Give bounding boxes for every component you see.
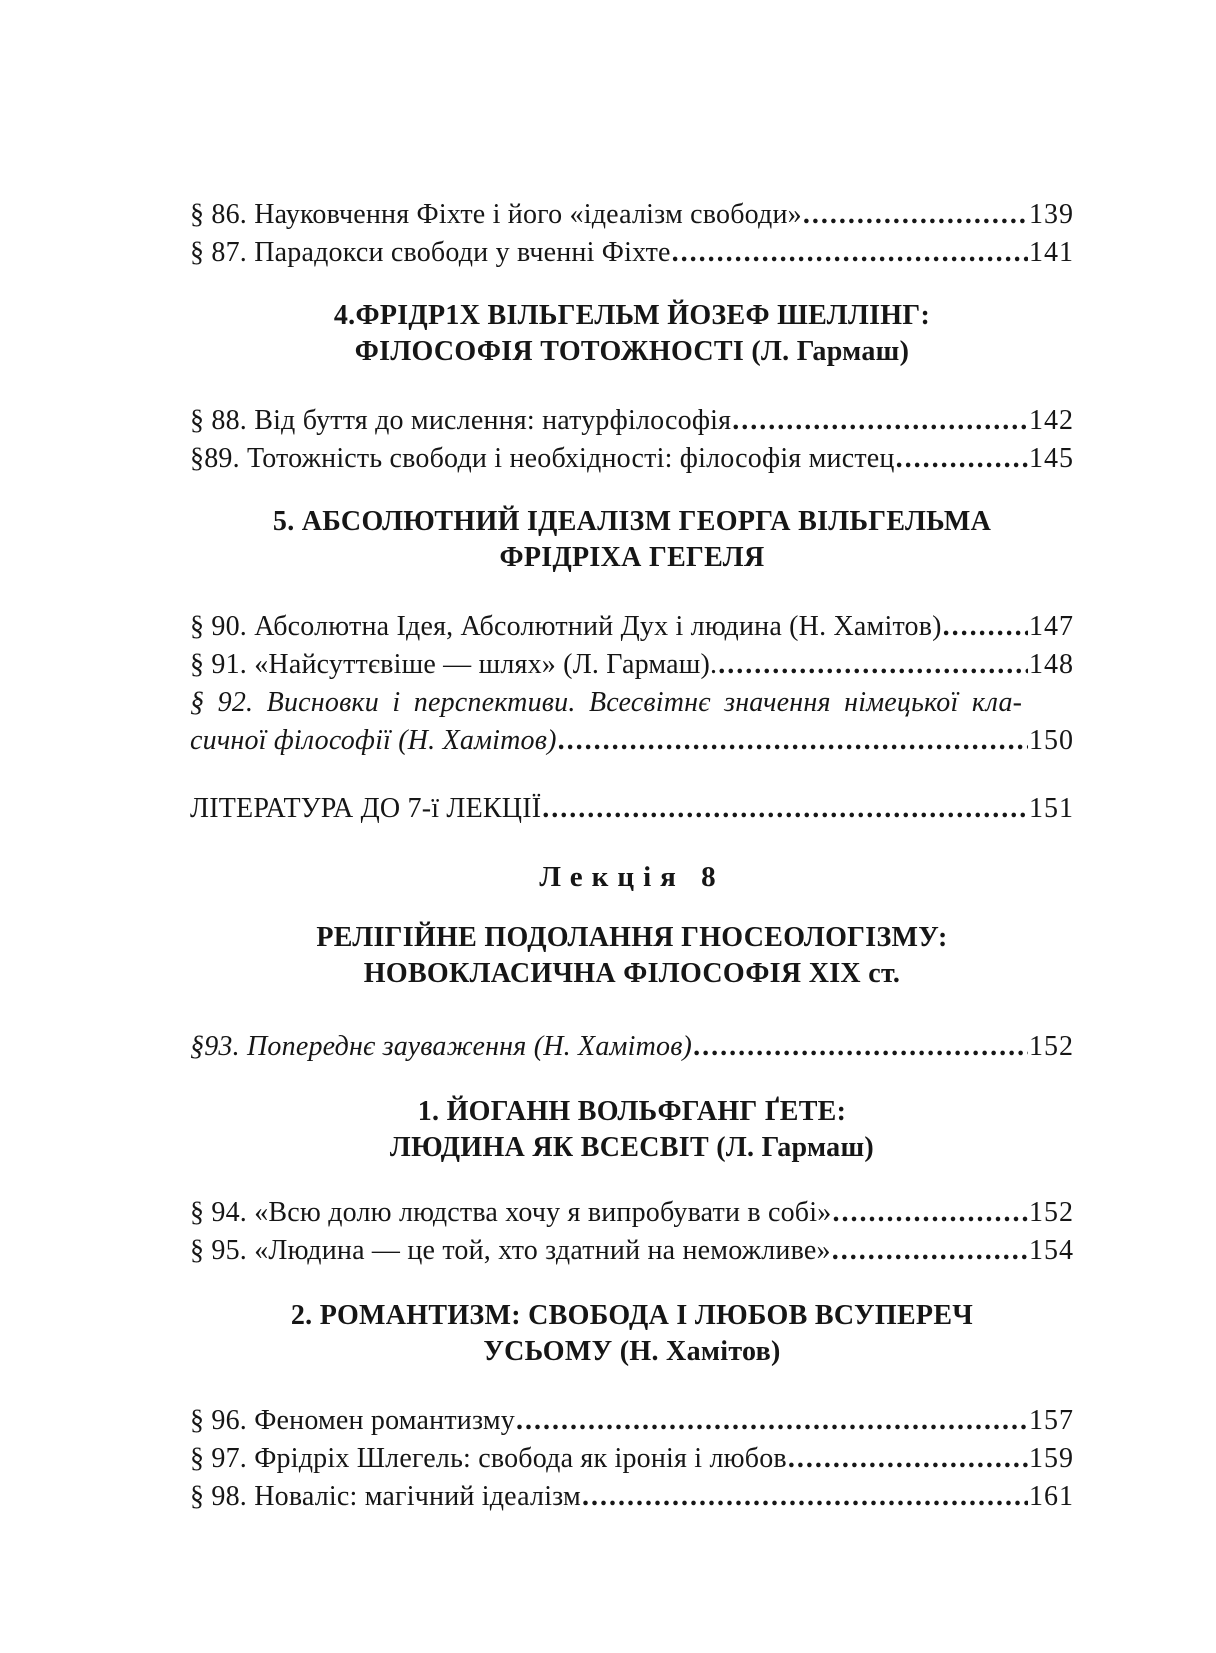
leader-dots (516, 1402, 1028, 1440)
leader-dots (693, 1028, 1028, 1066)
section-heading-line: ФРІДРІХА ГЕГЕЛЯ (499, 542, 765, 573)
toc-entry (190, 196, 1074, 234)
leader-dots (582, 1478, 1028, 1516)
entry-label: ЛІТЕРАТУРА ДО 7-ї ЛЕКЦІЇ (190, 793, 542, 824)
toc-entry (190, 1478, 1074, 1516)
leader-dots (943, 608, 1028, 646)
entry-page-number: 157 (1029, 1405, 1074, 1436)
section-heading (190, 920, 1074, 992)
toc-entry (190, 790, 1074, 828)
entry-page-number: 142 (1029, 405, 1074, 436)
section-heading-line: ЛЮДИНА ЯК ВСЕСВІТ (Л. Гармаш) (389, 1132, 875, 1163)
toc-entry (190, 1028, 1074, 1066)
toc-entry (190, 608, 1074, 646)
toc-entry-group (190, 1194, 1074, 1270)
entry-label: § 98. Новаліс: магічний ідеалізм (190, 1481, 581, 1512)
entry-label: § 88. Від буття до мислення: натурфілософія (190, 405, 732, 436)
entry-page-number: 150 (1029, 725, 1074, 756)
toc-entry (190, 234, 1074, 272)
toc-entry-group (190, 402, 1074, 478)
leader-dots (672, 234, 1028, 272)
entry-page-number: 161 (1029, 1481, 1074, 1512)
section-heading-line: 4.ФРІДР1Х ВІЛЬГЕЛЬМ ЙОЗЕФ ШЕЛЛІНГ: (333, 300, 931, 331)
leader-dots (832, 1194, 1028, 1232)
section-heading-line: РЕЛІГІЙНЕ ПОДОЛАННЯ ГНОСЕОЛОГІЗМУ: (316, 922, 948, 953)
toc-entry-group (190, 1402, 1074, 1516)
section-heading-line: ФІЛОСОФІЯ ТОТОЖНОСТІ (Л. Гармаш) (354, 336, 910, 367)
entry-label: § 92. Висновки і перспективи. Всесвітнє значення німецької кла- (190, 687, 1023, 718)
entry-label: §93. Попереднє зауваження (Н. Хамітов) (190, 1031, 693, 1062)
entry-page-number: 159 (1029, 1443, 1074, 1474)
toc-entry-group (190, 1028, 1074, 1066)
entry-page-number: 152 (1029, 1031, 1074, 1062)
entry-page-number: 152 (1029, 1197, 1074, 1228)
entry-page-number: 141 (1029, 237, 1074, 268)
lecture-heading (190, 858, 1074, 896)
toc-entry-group (190, 790, 1074, 828)
toc-entry (190, 1232, 1074, 1270)
entry-label: сичної філософії (Н. Хамітов) (190, 725, 557, 756)
leader-dots (732, 402, 1028, 440)
leader-dots (788, 1440, 1028, 1478)
section-heading (190, 504, 1074, 576)
entry-label: § 87. Парадокси свободи у вченні Фіхте (190, 237, 671, 268)
section-heading-line: 5. АБСОЛЮТНИЙ ІДЕАЛІЗМ ГЕОРГА ВІЛЬГЕЛЬМА (272, 506, 992, 537)
toc-entry-group (190, 196, 1074, 272)
section-heading-line: УСЬОМУ (Н. Хамітов) (483, 1336, 781, 1367)
entry-label: § 97. Фрідріх Шлегель: свобода як іронія і любов (190, 1443, 787, 1474)
entry-label: §89. Тотожність свободи і необхідності: філософія мистец (190, 443, 895, 474)
entry-label: § 96. Феномен романтизму (190, 1405, 515, 1436)
leader-dots (896, 440, 1028, 478)
section-heading (190, 298, 1074, 370)
toc-entry (190, 684, 1074, 722)
toc-entry (190, 646, 1074, 684)
entry-label: § 91. «Найсуттєвіше — шлях» (Л. Гармаш). (190, 649, 718, 680)
lecture-heading-line: Лекція 8 (539, 861, 725, 893)
toc-entry (190, 722, 1074, 760)
toc-entry (190, 440, 1074, 478)
leader-dots (542, 790, 1028, 828)
entry-page-number: 154 (1029, 1235, 1074, 1266)
entry-label: § 95. «Людина — це той, хто здатний на неможливе» (190, 1235, 831, 1266)
entry-page-number: 151 (1029, 793, 1074, 824)
section-heading (190, 1094, 1074, 1166)
section-heading-line: 1. ЙОГАНН ВОЛЬФГАНГ ҐЕТЕ: (417, 1096, 847, 1127)
entry-page-number: 145 (1029, 443, 1074, 474)
entry-page-number: 148 (1029, 649, 1074, 680)
section-heading (190, 1298, 1074, 1370)
entry-label: § 94. «Всю долю людства хочу я випробувати в собі» (190, 1197, 832, 1228)
leader-dots (718, 646, 1028, 684)
entry-page-number: 147 (1029, 611, 1074, 642)
entry-label: § 86. Науковчення Фіхте і його «ідеалізм свободи» (190, 199, 802, 230)
toc-entry (190, 402, 1074, 440)
section-heading-line: 2. РОМАНТИЗМ: СВОБОДА І ЛЮБОВ ВСУПЕРЕЧ (290, 1300, 974, 1331)
toc-entry-group (190, 608, 1074, 760)
toc-entry (190, 1194, 1074, 1232)
entry-label: § 90. Абсолютна Ідея, Абсолютний Дух і людина (Н. Хамітов) (190, 611, 942, 642)
leader-dots (558, 722, 1028, 760)
section-heading-line: НОВОКЛАСИЧНА ФІЛОСОФІЯ XIX ст. (363, 958, 901, 989)
leader-dots (832, 1232, 1028, 1270)
leader-dots (803, 196, 1028, 234)
toc-entry (190, 1402, 1074, 1440)
toc-entry (190, 1440, 1074, 1478)
entry-page-number: 139 (1029, 199, 1074, 230)
